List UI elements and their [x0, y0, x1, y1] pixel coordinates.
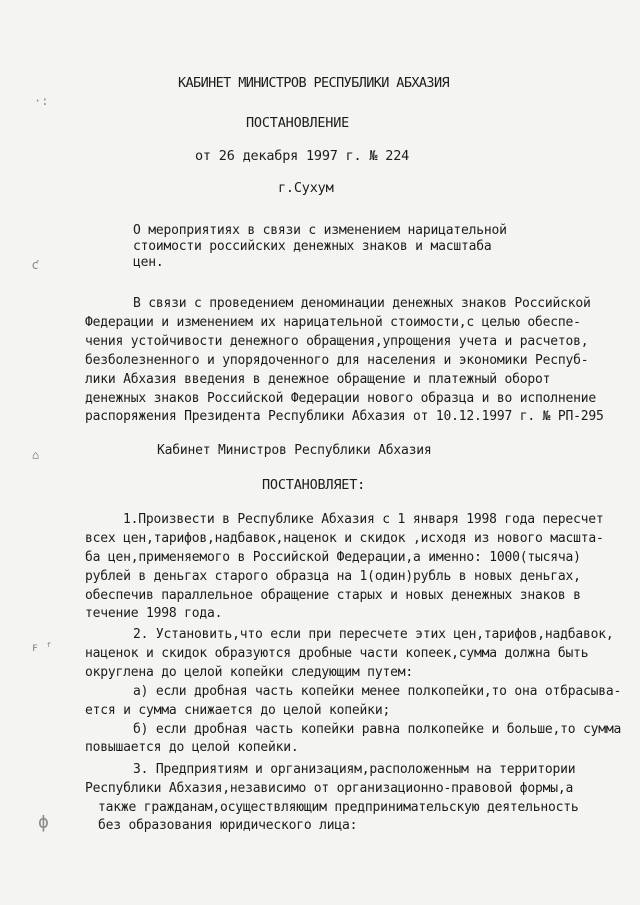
item2-line: наценок и скидок образуются дробные части копеек,сумма должна быть — [85, 646, 589, 661]
item3-line: Республики Абхазия,независимо от организационно-правовой формы,а — [85, 781, 574, 796]
item1-line: обеспечив параллельное обращение старых и новых денежных знаков в — [85, 588, 581, 603]
item2b-line: б) если дробная часть копейки равна полкопейке и больше,то сумма — [133, 722, 622, 737]
item1-line: 1.Произвести в Республике Абхазия с 1 января 1998 года пересчет — [123, 512, 604, 527]
item3-line: 3. Предприятиям и организациям,расположенным на территории — [133, 762, 576, 777]
preamble-line: лики Абхазия введения в денежное обращение и платежный оборот — [85, 372, 551, 387]
preamble-line: Федерации и изменением их нарицательной стоимости,с целью обеспе- — [85, 315, 581, 330]
subject-line: стоимости российских денежных знаков и масштаба — [133, 239, 492, 254]
scan-mark: ⌂ — [32, 448, 40, 462]
city: г.Сухум — [278, 180, 334, 196]
item2b-line: повышается до целой копейки. — [85, 740, 299, 755]
item1-line: ба цен,применяемого в Российской Федерации,а именно: 1000(тысяча) — [85, 550, 581, 565]
item2-line: округлена до целой копейки следующим путем: — [85, 665, 413, 680]
item2-line: 2. Установить,что если при пересчете этих цен,тарифов,надбавок, — [133, 627, 614, 642]
item3-line: без образования юридического лица: — [98, 818, 358, 833]
scan-mark: ϕ — [38, 812, 49, 833]
resolver: Кабинет Министров Республики Абхазия — [157, 443, 432, 458]
item1-line: рублей в деньгах старого образца на 1(один)рубль в новых деньгах, — [85, 569, 581, 584]
item3-line: также гражданам,осуществляющим предпринимательскую деятельность — [98, 800, 579, 815]
item2a-line: а) если дробная часть копейки менее полкопейки,то она отбрасыва- — [133, 684, 622, 699]
preamble-line: В связи с проведением деноминации денежных знаков Российской — [133, 296, 591, 311]
subject-line: О мероприятиях в связи с изменением нарицательной — [133, 223, 507, 238]
resolves-heading: ПОСТАНОВЛЯЕТ: — [262, 477, 366, 493]
preamble-line: чения устойчивости денежного обращения,упрощения учета и расчетов, — [85, 334, 589, 349]
preamble-line: денежных знаков Российской Федерации нового образца и во исполнение — [85, 391, 596, 406]
scan-mark: ·: — [34, 94, 49, 108]
preamble-line: безболезненного и упорядоченного для населения и экономики Респуб- — [85, 353, 589, 368]
document-type: ПОСТАНОВЛЕНИЕ — [246, 115, 350, 131]
date-number: от 26 декабря 1997 г. № 224 — [195, 148, 410, 164]
item1-line: всех цен,тарифов,надбавок,наценок и скидок ,исходя из нового масшта- — [85, 531, 604, 546]
preamble-line: распоряжения Президента Республики Абхазия от 10.12.1997 г. № РП-295 — [85, 409, 604, 424]
subject-line: цен. — [133, 255, 164, 270]
item1-line: течение 1998 года. — [85, 606, 223, 621]
item2a-line: ется и сумма снижается до целой копейки; — [85, 703, 391, 718]
organization-title: КАБИНЕТ МИНИСТРОВ РЕСПУБЛИКИ АБХАЗИЯ — [178, 75, 449, 91]
scan-mark: ƈ — [32, 258, 40, 272]
scan-mark: ꜰ ᶠ — [32, 640, 53, 654]
